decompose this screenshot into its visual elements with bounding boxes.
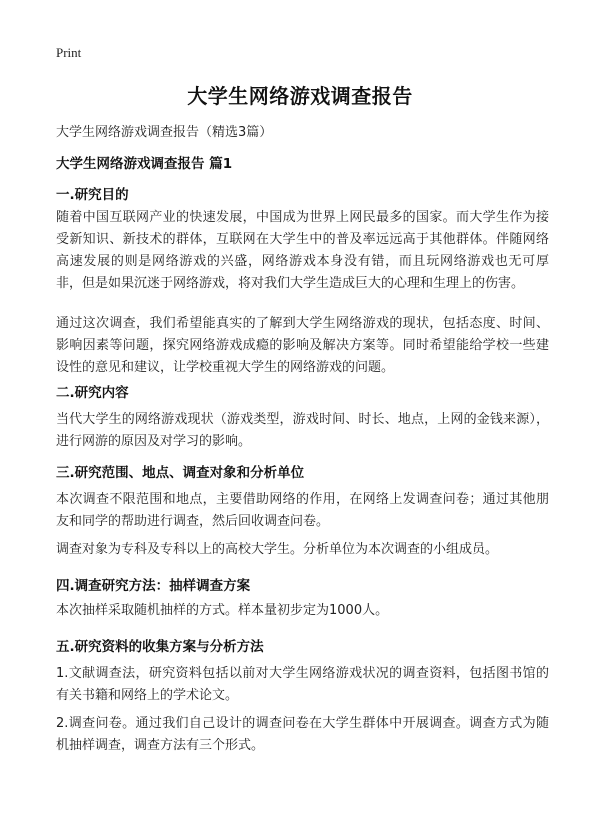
section-heading-5: 五.研究资料的收集方案与分析方法 bbox=[56, 639, 264, 655]
section-4-paragraph-1: 本次抽样采取随机抽样的方式。样本量初步定为1000人。 bbox=[56, 603, 389, 618]
document-title: 大学生网络游戏调查报告 bbox=[187, 84, 413, 108]
section-heading-4: 四.调查研究方法：抽样调查方案 bbox=[56, 578, 251, 594]
print-label: Print bbox=[56, 45, 82, 60]
section-1-paragraph-1: 随着中国互联网产业的快速发展，中国成为世界上网民最多的国家。而大学生作为接受新知识、新技术的群体，互联网在大学生中的普及率远远高于其他群体。伴随网络高速发展的则是网络游戏的兴盛，网络游戏本身没有错，而且玩网络游戏也无可厚非，但是如果沉迷于网络游戏，将对我们大学生造成巨大的心理和生理上的伤害。 bbox=[56, 210, 549, 291]
article-heading: 大学生网络游戏调查报告 篇1 bbox=[56, 156, 233, 172]
section-5-paragraph-2: 2.调查问卷。通过我们自己设计的调查问卷在大学生群体中开展调查。调查方式为随机抽样调查，调查方法有三个形式。 bbox=[56, 716, 549, 753]
section-3-paragraph-1: 本次调查不限范围和地点，主要借助网络的作用，在网络上发调查问卷；通过其他朋友和同学的帮助进行调查，然后回收调查问卷。 bbox=[56, 492, 549, 529]
section-heading-3: 三.研究范围、地点、调查对象和分析单位 bbox=[56, 465, 305, 481]
section-5-paragraph-1: 1.文献调查法，研究资料包括以前对大学生网络游戏状况的调查资料，包括图书馆的有关书籍和网络上的学术论文。 bbox=[56, 666, 549, 703]
section-heading-1: 一.研究目的 bbox=[56, 187, 129, 203]
section-1-paragraph-2: 通过这次调查，我们希望能真实的了解到大学生网络游戏的现状，包括态度、时间、影响因素等问题，探究网络游戏成瘾的影响及解决方案等。同时希望能给学校一些建设性的意见和建议，让学校重视大学生的网络游戏的问题。 bbox=[56, 316, 549, 375]
document-subtitle: 大学生网络游戏调查报告（精选3篇） bbox=[56, 125, 273, 140]
section-2-paragraph-1: 当代大学生的网络游戏现状（游戏类型，游戏时间、时长、地点，上网的金钱来源），进行网游的原因及对学习的影响。 bbox=[56, 412, 549, 449]
section-heading-2: 二.研究内容 bbox=[56, 385, 129, 401]
section-3-paragraph-2: 调查对象为专科及专科以上的高校大学生。分析单位为本次调查的小组成员。 bbox=[56, 542, 499, 557]
